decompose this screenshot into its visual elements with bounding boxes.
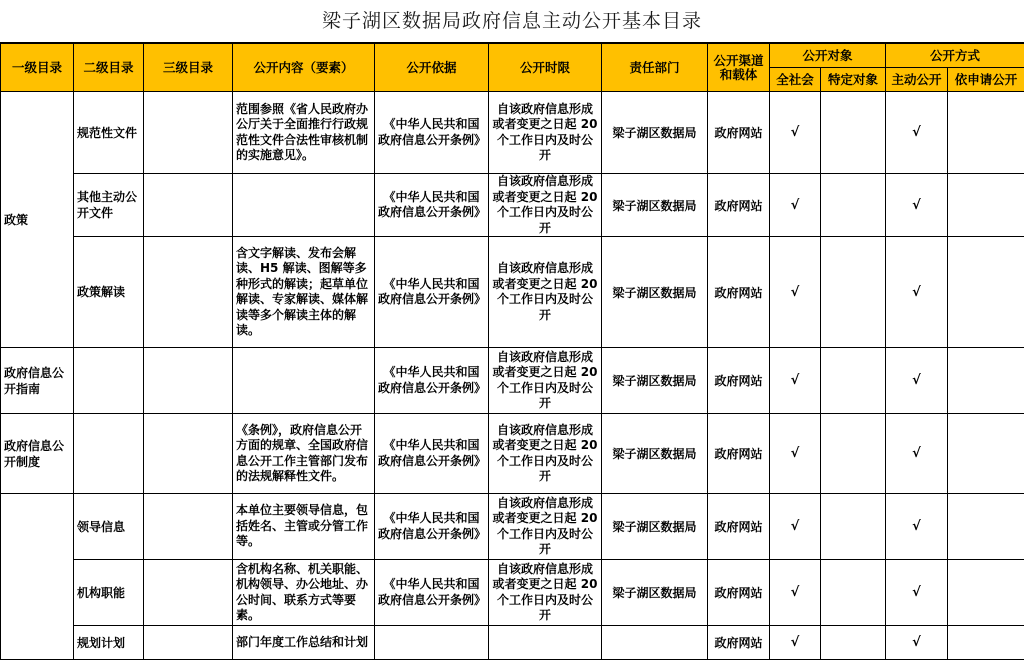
request-cell (948, 560, 1024, 626)
time-cell: 自该政府信息形成或者变更之日起 20 个工作日内及时公开 (489, 174, 602, 237)
level2-cell: 领导信息 (74, 494, 144, 560)
level2-cell: 规范性文件 (74, 92, 144, 174)
basis-cell: 《中华人民共和国政府信息公开条例》 (375, 414, 489, 494)
catalog-table (0, 43, 1024, 660)
channel-cell: 政府网站 (708, 414, 770, 494)
dept-cell: 梁子湖区数据局 (602, 237, 708, 348)
time-cell: 自该政府信息形成或者变更之日起 20 个工作日内及时公开 (489, 92, 602, 174)
content-cell: 《条例》，政府信息公开方面的规章、全国政府信息公开工作主管部门发布的法规解释性文件。 (233, 414, 375, 494)
basis-cell: 《中华人民共和国政府信息公开条例》 (375, 92, 489, 174)
level3-cell (144, 174, 233, 237)
level2-cell (74, 414, 144, 494)
content-cell: 本单位主要领导信息，包括姓名、主管或分管工作等。 (233, 494, 375, 560)
level3-cell (144, 92, 233, 174)
check-icon: √ (886, 348, 948, 414)
basis-cell: 《中华人民共和国政府信息公开条例》 (375, 237, 489, 348)
dept-cell: 梁子湖区数据局 (602, 174, 708, 237)
dept-cell: 梁子湖区数据局 (602, 92, 708, 174)
header-method: 公开方式 (886, 44, 1024, 68)
content-cell (233, 348, 375, 414)
level2-cell: 政策解读 (74, 237, 144, 348)
check-icon: √ (886, 414, 948, 494)
table-row (1, 626, 1024, 660)
check-icon: √ (770, 237, 821, 348)
request-cell (948, 348, 1024, 414)
request-cell (948, 414, 1024, 494)
time-cell: 自该政府信息形成或者变更之日起 20 个工作日内及时公开 (489, 560, 602, 626)
header-time-limit: 公开时限 (489, 44, 602, 92)
content-cell: 部门年度工作总结和计划 (233, 626, 375, 660)
check-icon: √ (886, 560, 948, 626)
header-audience-all: 全社会 (770, 68, 821, 92)
check-icon: √ (770, 174, 821, 237)
content-cell (233, 174, 375, 237)
specific-cell (821, 414, 886, 494)
header-channel: 公开渠道和载体 (708, 44, 770, 92)
dept-cell: 梁子湖区数据局 (602, 494, 708, 560)
header-level3: 三级目录 (144, 44, 233, 92)
header-method-active: 主动公开 (886, 68, 948, 92)
request-cell (948, 237, 1024, 348)
dept-cell (602, 626, 708, 660)
specific-cell (821, 348, 886, 414)
time-cell: 自该政府信息形成或者变更之日起 20 个工作日内及时公开 (489, 237, 602, 348)
header-level2: 二级目录 (74, 44, 144, 92)
content-cell: 含机构名称、机关职能、机构领导、办公地址、办公时间、联系方式等要素。 (233, 560, 375, 626)
level3-cell (144, 626, 233, 660)
group-system: 政府信息公开制度 (1, 414, 74, 494)
specific-cell (821, 494, 886, 560)
specific-cell (821, 560, 886, 626)
page-title: 梁子湖区数据局政府信息主动公开基本目录 (0, 0, 1024, 43)
basis-cell: 《中华人民共和国政府信息公开条例》 (375, 348, 489, 414)
group-guide: 政府信息公开指南 (1, 348, 74, 414)
table-row (1, 560, 1024, 626)
level2-cell: 其他主动公开文件 (74, 174, 144, 237)
dept-cell: 梁子湖区数据局 (602, 348, 708, 414)
table-row (1, 174, 1024, 237)
request-cell (948, 92, 1024, 174)
table-row (1, 494, 1024, 560)
table-row (1, 414, 1024, 494)
basis-cell (375, 626, 489, 660)
specific-cell (821, 237, 886, 348)
header-content: 公开内容（要素） (233, 44, 375, 92)
table-row (1, 237, 1024, 348)
channel-cell: 政府网站 (708, 348, 770, 414)
request-cell (948, 174, 1024, 237)
table-row (1, 92, 1024, 174)
channel-cell: 政府网站 (708, 92, 770, 174)
time-cell: 自该政府信息形成或者变更之日起 20 个工作日内及时公开 (489, 348, 602, 414)
specific-cell (821, 626, 886, 660)
header-audience: 公开对象 (770, 44, 886, 68)
level3-cell (144, 560, 233, 626)
time-cell (489, 626, 602, 660)
header-method-request: 依申请公开 (948, 68, 1024, 92)
level3-cell (144, 494, 233, 560)
table-row (1, 348, 1024, 414)
channel-cell: 政府网站 (708, 174, 770, 237)
channel-cell: 政府网站 (708, 494, 770, 560)
header-audience-specific: 特定对象 (821, 68, 886, 92)
level2-cell: 机构职能 (74, 560, 144, 626)
check-icon: √ (770, 348, 821, 414)
time-cell: 自该政府信息形成或者变更之日起 20 个工作日内及时公开 (489, 414, 602, 494)
check-icon: √ (886, 174, 948, 237)
check-icon: √ (770, 92, 821, 174)
basis-cell: 《中华人民共和国政府信息公开条例》 (375, 174, 489, 237)
level3-cell (144, 237, 233, 348)
group-empty (1, 494, 74, 660)
header-department: 责任部门 (602, 44, 708, 92)
level2-cell: 规划计划 (74, 626, 144, 660)
check-icon: √ (886, 626, 948, 660)
channel-cell: 政府网站 (708, 237, 770, 348)
request-cell (948, 494, 1024, 560)
basis-cell: 《中华人民共和国政府信息公开条例》 (375, 494, 489, 560)
check-icon: √ (770, 414, 821, 494)
request-cell (948, 626, 1024, 660)
level2-cell (74, 348, 144, 414)
channel-cell: 政府网站 (708, 560, 770, 626)
content-cell: 含文字解读、发布会解读、H5 解读、图解等多种形式的解读；起草单位解读、专家解读、媒体解读等多个解读主体的解读。 (233, 237, 375, 348)
check-icon: √ (770, 560, 821, 626)
level3-cell (144, 414, 233, 494)
basis-cell: 《中华人民共和国政府信息公开条例》 (375, 560, 489, 626)
dept-cell: 梁子湖区数据局 (602, 414, 708, 494)
specific-cell (821, 92, 886, 174)
specific-cell (821, 174, 886, 237)
channel-cell: 政府网站 (708, 626, 770, 660)
dept-cell: 梁子湖区数据局 (602, 560, 708, 626)
check-icon: √ (886, 92, 948, 174)
check-icon: √ (770, 626, 821, 660)
check-icon: √ (886, 237, 948, 348)
check-icon: √ (886, 494, 948, 560)
group-policy: 政策 (1, 92, 74, 348)
header-level1: 一级目录 (1, 44, 74, 92)
check-icon: √ (770, 494, 821, 560)
header-basis: 公开依据 (375, 44, 489, 92)
content-cell: 范围参照《省人民政府办公厅关于全面推行行政规范性文件合法性审核机制的实施意见》。 (233, 92, 375, 174)
time-cell: 自该政府信息形成或者变更之日起 20 个工作日内及时公开 (489, 494, 602, 560)
level3-cell (144, 348, 233, 414)
